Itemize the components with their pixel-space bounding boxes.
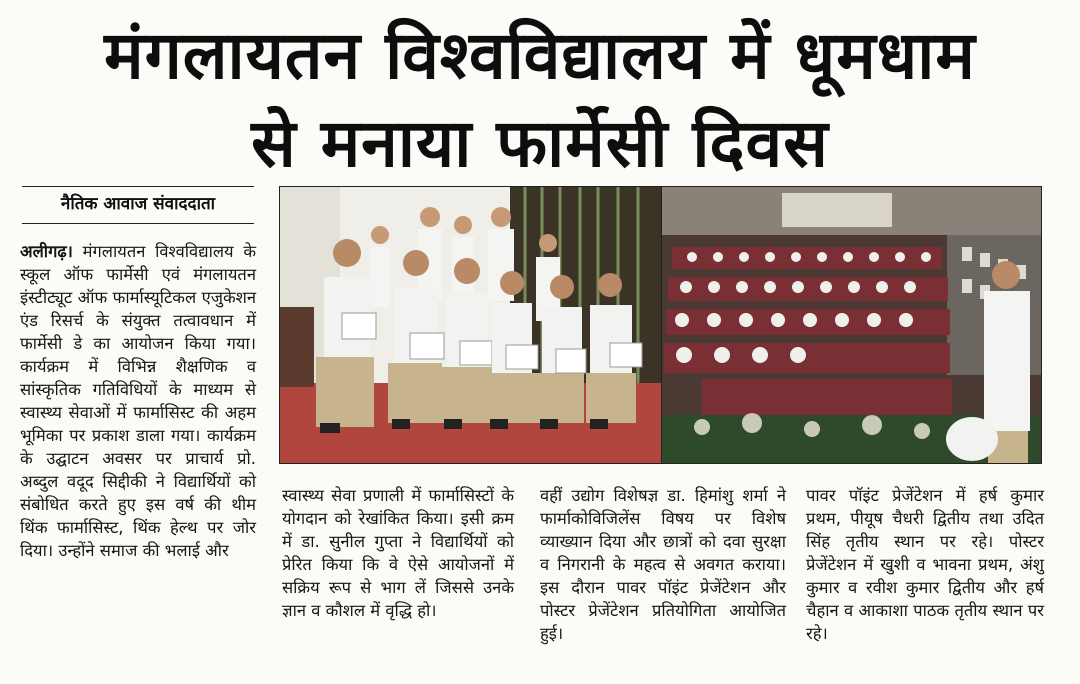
column-1-text: मंगलायतन विश्वविद्यालय के स्कूल ऑफ फार्मेसी एवं मंगलायतन इंस्टीट्यूट ऑफ फार्मास्यूटिकल एजुकेशन एंड रिसर्च के संयुक्त तत्वावधान में फार्मेसी डे का आयोजन किया गया। कार्यक्रम में विभिन्न शैक्षणिक व सांस्कृतिक गतिविधियों के माध्यम से स्वास्थ्य सेवाओं में फार्मासिस्ट की अहम भूमिका पर प्रकाश डाला गया। कार्यक्रम के उद्घाटन अवसर पर प्राचार्य प्रो. अब्दुल वदूद सिद्दीकी ने विद्यार्थियों को संबोधित करते हुए इस वर्ष की थीम थिंक फार्मासिस्ट, थिंक हेल्थ पर जोर दिया। उन्होंने समाज की भलाई और xyxy=(20,242,257,560)
column-4 xyxy=(806,484,1044,645)
headline-line-1: मंगलायतन विश्वविद्यालय में धूमधाम xyxy=(104,17,976,94)
column-2-text: स्वास्थ्य सेवा प्रणाली में फार्मासिस्टों के योगदान को रेखांकित किया। इसी क्रम में डा. सुनील गुप्ता ने विद्यार्थियों को प्रेरित किया कि वे ऐसे आयोजनों में सक्रिय रूप से भाग लें जिससे उनके ज्ञान व कौशल में वृद्धि हो। xyxy=(282,486,514,620)
dateline: अलीगढ़। xyxy=(20,242,73,261)
column-3 xyxy=(540,484,786,645)
column-2 xyxy=(282,484,514,622)
award-group-photo-illustration xyxy=(280,187,662,463)
headline xyxy=(0,12,1080,188)
column-4-text: पावर पॉइंट प्रेजेंटेशन में हर्ष कुमार प्रथम, पीयूष चैधरी द्वितीय तथा उदित सिंह तृतीय स्थान पर रहे। पोस्टर प्रेजेंटेशन में खुशी व भावना प्रथम, अंशु कुमार व रवीश कुमार द्वितीय और हर्ष चैहान व आकाशा पाठक तृतीय स्थान पर रहे। xyxy=(806,486,1044,643)
award-group-photo xyxy=(279,186,663,464)
column-3-text: वहीं उद्योग विशेषज्ञ डा. हिमांशु शर्मा ने फार्माकोविजिलेंस विषय पर विशेष व्याख्यान दिया और छात्रों को दवा सुरक्षा व निगरानी के महत्व से अवगत कराया। इस दौरान पावर पॉइंट प्रेजेंटेशन और पोस्टर प्रेजेंटेशन प्रतियोगिता आयोजित हुई। xyxy=(540,486,786,643)
auditorium-lecture-photo xyxy=(661,186,1042,464)
auditorium-lecture-photo-illustration xyxy=(662,187,1041,463)
column-1 xyxy=(20,240,256,562)
byline: नैतिक आवाज संवाददाता xyxy=(22,186,254,224)
headline-line-2: से मनाया फार्मेसी दिवस xyxy=(251,105,829,182)
